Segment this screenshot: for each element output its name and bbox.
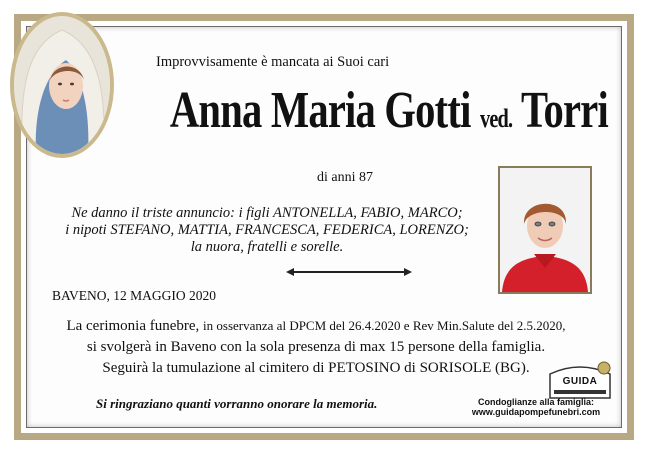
name-main: Anna Maria Gotti xyxy=(169,82,471,139)
contact-website-link[interactable]: www.guidapompefunebri.com xyxy=(471,407,601,417)
deceased-portrait-icon xyxy=(498,166,592,294)
ornament-divider-icon xyxy=(286,267,412,277)
ceremony-line: si svolgerà in Baveno con la sola presenza di max 15 persone della famiglia. xyxy=(86,339,546,355)
intro-line: Improvvisamente è mancata ai Suoi cari xyxy=(156,54,390,70)
agency-contact xyxy=(452,397,620,417)
ceremony-line xyxy=(56,315,576,337)
thanks-line: Si ringraziano quanti vorranno onorare la memoria. xyxy=(96,396,378,411)
announcement xyxy=(36,205,498,256)
contact-line: Condoglianze alla famiglia: xyxy=(477,397,594,407)
announcement-line: la nuora, fratelli e sorelle. xyxy=(190,239,344,255)
name-ved: ved. xyxy=(479,104,513,133)
announcement-line: Ne danno il triste annuncio: i figli ANTONELLA, FABIO, MARCO; xyxy=(71,205,463,221)
age-text: di anni 87 xyxy=(317,170,373,185)
place-date: BAVENO, 12 MAGGIO 2020 xyxy=(52,288,217,303)
ceremony-line: Seguirà la tumulazione al cimitero di PETOSINO di SORISOLE (BG). xyxy=(102,360,530,376)
announcement-line: i nipoti STEFANO, MATTIA, FRANCESCA, FEDERICA, LORENZO; xyxy=(65,222,469,238)
madonna-portrait-icon xyxy=(10,12,114,158)
deceased-name xyxy=(169,80,608,150)
agency-brand: GUIDA xyxy=(562,376,598,387)
name-married: Torri xyxy=(520,82,608,139)
ceremony-line1-main: La cerimonia funebre, xyxy=(66,318,200,334)
ceremony-text xyxy=(56,315,576,379)
ceremony-line1-detail: in osservanza al DPCM del 26.4.2020 e Rev Min.Salute del 2.5.2020, xyxy=(203,318,566,333)
